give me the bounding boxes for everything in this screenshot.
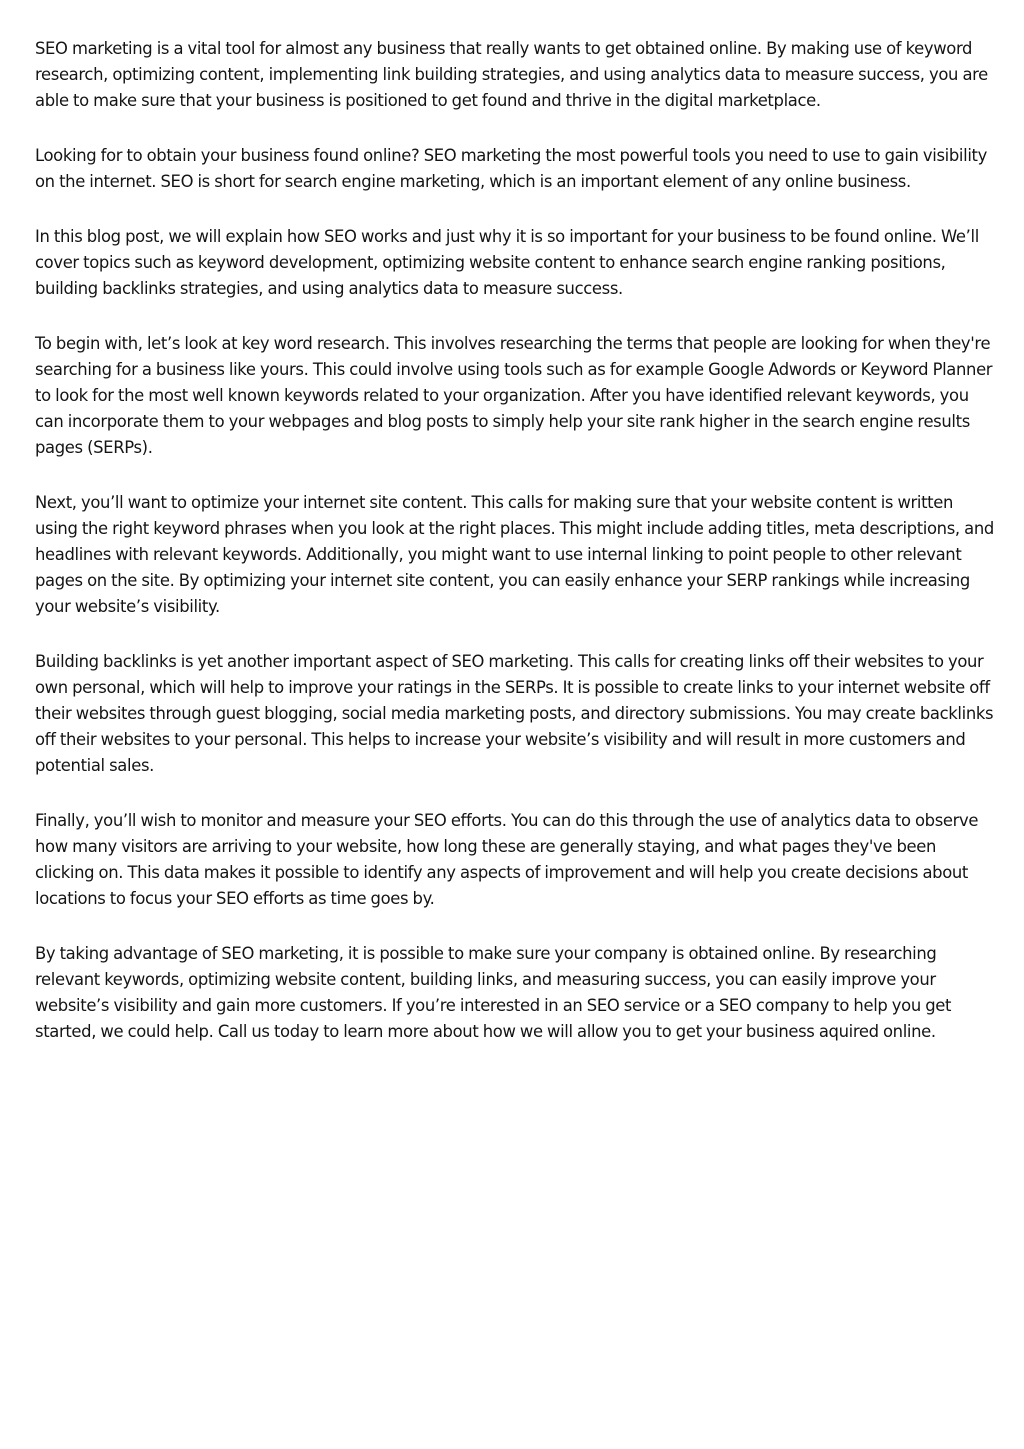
paragraph-keyword-research: To begin with, let’s look at key word research. This involves researching the terms that people are looking for when they're searching for a business like yours. This could involve using tools such as for example Google Adwords or Keyword Planner to look for the most well known keywords related to your organization. After you have identified relevant keywords, you can incorporate them to your webpages and blog posts to simply help your site rank higher in the search engine results pages (SERPs). [35, 334, 993, 457]
paragraph-conclusion: By taking advantage of SEO marketing, it is possible to make sure your company is obtained online. By researching relevant keywords, optimizing website content, building links, and measuring success, you can easily improve your website’s visibility and gain more customers. If you’re interested in an SEO service or a SEO company to help you get started, we could help. Call us today to learn more about how we will allow you to get your business aquired online. [35, 944, 952, 1041]
paragraph-intro: SEO marketing is a vital tool for almost any business that really wants to get obtained online. By making use of keyword research, optimizing content, implementing link building strategies, and using analytics data to measure success, you are able to make sure that your business is positioned to get found and thrive in the digital marketplace. [35, 39, 988, 110]
paragraph-blog-post: In this blog post, we will explain how SEO works and just why it is so important for your business to be found online. We’ll cover topics such as keyword development, optimizing website content to enhance search engine ranking positions, building backlinks strategies, and using analytics data to measure success. [35, 227, 979, 298]
paragraph-looking-for: Looking for to obtain your business found online? SEO marketing the most powerful tools you need to use to gain visibility on the internet. SEO is short for search engine marketing, which is an important element of any online business. [35, 146, 987, 191]
document-body [35, 36, 995, 1074]
paragraph-backlinks: Building backlinks is yet another important aspect of SEO marketing. This calls for creating links off their websites to your own personal, which will help to improve your ratings in the SERPs. It is possible to create links to your internet website off their websites through guest blogging, social media marketing posts, and directory submissions. You may create backlinks off their websites to your personal. This helps to increase your website’s visibility and will result in more customers and potential sales. [35, 652, 994, 775]
paragraph-measure: Finally, you’ll wish to monitor and measure your SEO efforts. You can do this through the use of analytics data to observe how many visitors are arriving to your website, how long these are generally staying, and what pages they've been clicking on. This data makes it possible to identify any aspects of improvement and will help you create decisions about locations to focus your SEO efforts as time goes by. [35, 811, 979, 908]
paragraph-optimize-content: Next, you’ll want to optimize your internet site content. This calls for making sure that your website content is written using the right keyword phrases when you look at the right places. This might include adding titles, meta descriptions, and headlines with relevant keywords. Additionally, you might want to use internal linking to point people to other relevant pages on the site. By optimizing your internet site content, you can easily enhance your SERP rankings while increasing your website’s visibility. [35, 493, 994, 616]
